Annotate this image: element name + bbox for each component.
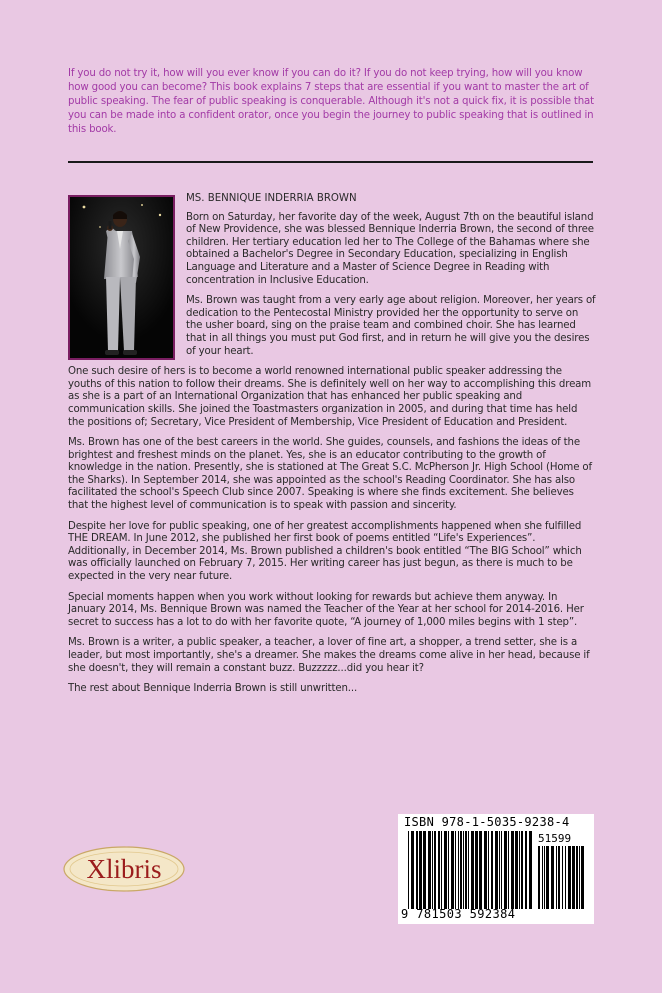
barcode-bar [458, 831, 459, 909]
author-photo [68, 195, 175, 360]
barcode-bar [581, 846, 584, 909]
bio-paragraph: Ms. Brown was taught from a very early age about religion. Moreover, her years of dedication to the Pentecostal Ministry provided her the opportunity to serve on the usher board, sing on the praise team and combined choir. She has learned that in all things you must put God first, and in return he will give you the desires of your heart. [186, 295, 596, 357]
speaker-portrait-photo [70, 197, 173, 358]
barcode-bar [556, 846, 557, 909]
barcode-bar [504, 831, 507, 909]
barcode-bar [538, 846, 540, 909]
barcode-bar [544, 846, 545, 909]
isbn-barcode [398, 814, 594, 924]
ean-barcode-bars [408, 831, 533, 909]
barcode-bar [521, 831, 523, 909]
addon-barcode-bars [538, 846, 588, 909]
barcode-bar [411, 831, 414, 909]
bio-paragraph: Born on Saturday, her favorite day of the week, August 7th on the beautiful island of New Providence, she was blessed Bennique Inderria Brown, the second of three children. Her tertiary education led her to The College of the Bahamas where she obtained a Bachelor's Degree in Secondary Education, specializing in English Language and Literature and a Master of Science Degree in Reading with concentration in Inclusive Education. [186, 211, 594, 286]
bio-paragraph: Ms. Brown is a writer, a public speaker, a teacher, a lover of fine art, a shopper, a trend setter, she is a leader, but most importantly, she's a dreamer. She makes the dreams come alive in her head, because if she doesn't, they will remain a constant buzz. Buzzzzz...did you hear it? [68, 637, 590, 674]
barcode-bar [455, 831, 456, 909]
barcode-bar [423, 831, 426, 909]
barcode-bar [562, 846, 563, 909]
back-cover-blurb: If you do not try it, how will you ever know if you can do it? If you do not keep trying, how will you know how good you can become? This book explains 7 steps that are essential if you want to master the art of public speaking. The fear of public speaking is conquerable. Although it's not a quick fix, it is possible that you can be made into a confident orator, once you begin the journey to public speaking that is outlined in this book. [68, 68, 594, 135]
author-bio [68, 193, 596, 704]
barcode-bar [551, 846, 554, 909]
barcode-bar [419, 831, 422, 909]
barcode-bar [519, 831, 520, 909]
barcode-bar [572, 846, 575, 909]
barcode-bar [468, 831, 469, 909]
bio-paragraph: The rest about Bennique Inderria Brown is still unwritten... [68, 683, 358, 695]
bio-paragraph: Despite her love for public speaking, one of her greatest accomplishments happened when she fulfilled THE DREAM. In June 2012, she published her first book of poems entitled “Life's Experiences”. Additionally, in December 2014, Ms. Brown published a children's book entitled “The BIG School” which was officially launched on February 7, 2015. Her writing career has just begun, as there is much to be expected in the very near future. [68, 520, 582, 583]
barcode-bar [525, 831, 527, 909]
bio-paragraph: Special moments happen when you work without looking for rewards but achieve them anyway. In January 2014, Ms. Bennique Brown was named the Teacher of the Year at her school for 2014-2016. Her secret to success has a lot to do with her favorite quote, “A journey of 1,000 miles begins with 1 step”. [68, 591, 584, 628]
author-name: MS. BENNIQUE INDERRIA BROWN [186, 193, 357, 204]
xlibris-logo [62, 843, 192, 895]
barcode-bar [448, 831, 449, 909]
barcode-bar [438, 831, 440, 909]
barcode-bar [495, 831, 498, 909]
barcode-bar [444, 831, 447, 909]
isbn-label: ISBN 978-1-5035-9238-4 [404, 815, 570, 829]
barcode-bar [428, 831, 431, 909]
barcode-bar [508, 831, 509, 909]
barcode-bar [576, 846, 578, 909]
barcode-bar [546, 846, 549, 909]
price-code: 51599 [538, 832, 572, 845]
barcode-bar [475, 831, 478, 909]
barcode-bar [479, 831, 482, 909]
barcode-bar [463, 831, 464, 909]
barcode-bar [491, 831, 493, 909]
barcode-bar [558, 846, 560, 909]
barcode-bar [451, 831, 454, 909]
barcode-bar [515, 831, 518, 909]
divider-rule [68, 161, 593, 163]
barcode-bar [579, 846, 580, 909]
barcode-bar [432, 831, 433, 909]
barcode-bar [434, 831, 436, 909]
barcode-bar [441, 831, 442, 909]
barcode-bar [488, 831, 489, 909]
barcode-bar [499, 831, 500, 909]
barcode-digits: 9 781503 592384 [401, 907, 516, 921]
barcode-bar [565, 846, 566, 909]
barcode-bar [568, 846, 571, 909]
barcode-bar [465, 831, 467, 909]
publisher-logo-text: Xlibris [86, 854, 162, 884]
barcode-bar [501, 831, 502, 909]
bio-paragraph: One such desire of hers is to become a world renowned international public speaker addressing the youths of this nation to follow their dreams. She is definitely well on her way to accomplishing this dream as she is a part of an International Organization that has enhanced her public speaking and communication skills. She joined the Toastmasters organization in 2005, and during that time has held the positions of; Secretary, Vice President of Membership, Vice President of Education and President. [68, 366, 592, 428]
barcode-bar [484, 831, 487, 909]
barcode-bar [416, 831, 418, 909]
barcode-bar [542, 846, 543, 909]
barcode-bar [471, 831, 474, 909]
barcode-bar [408, 831, 409, 909]
barcode-bar [460, 831, 462, 909]
barcode-bar [511, 831, 514, 909]
barcode-bar [529, 831, 532, 909]
bio-paragraph: Ms. Brown has one of the best careers in the world. She guides, counsels, and fashions the ideas of the brightest and freshest minds on the planet. Yes, she is an educator contributing to the growth of knowledge in the nation. Presently, she is stationed at The Great S.C. McPherson Jr. High School (Home of the Sharks). In September 2014, she was appointed as the school's Reading Coordinator. She has also facilitated the school's Speech Club since 2007. Speaking is where she finds excitement. She believes that the highest level of communication is to speak with passion and sincerity. [68, 437, 592, 512]
